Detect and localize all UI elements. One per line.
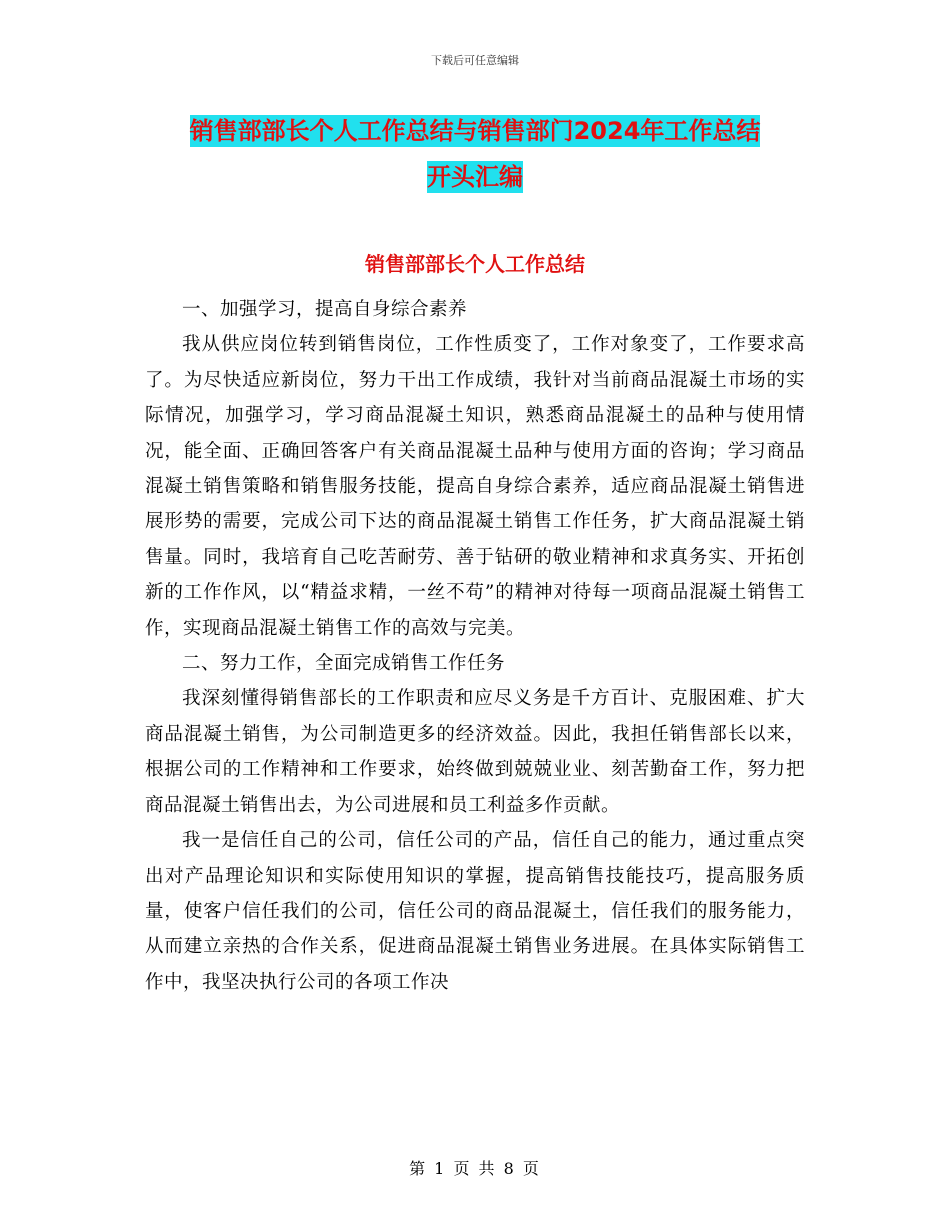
section-title: 销售部部长个人工作总结: [365, 252, 585, 276]
paragraph-1: 我从供应岗位转到销售岗位，工作性质变了，工作对象变了，工作要求高了。为尽快适应新岗位，努力干出工作成绩，我针对当前商品混凝土市场的实际情况，加强学习，学习商品混凝土知识，熟悉商品混凝土的品种与使用情况，能全面、正确回答客户有关商品混凝土品种与使用方面的咨询；学习商品混凝土销售策略和销售服务技能，提高自身综合素养，适应商品混凝土销售进展形势的需要，完成公司下达的商品混凝土销售工作任务，扩大商品混凝土销售量。同时，我培育自己吃苦耐劳、善于钻研的敬业精神和求真务实、开拓创新的工作作风，以“精益求精，一丝不苟”的精神对待每一项商品混凝土销售工作，实现商品混凝土销售工作的高效与完美。: [145, 334, 805, 639]
page-footer: 第 1 页 共 8 页: [409, 1159, 541, 1178]
document-title-line-2: 开头汇编: [427, 163, 523, 191]
heading-2: 二、努力工作，全面完成销售工作任务: [182, 653, 506, 675]
heading-1: 一、加强学习，提高自身综合素养: [182, 299, 468, 320]
document-title: [120, 108, 830, 200]
paragraph-3: 我一是信任自己的公司，信任公司的产品，信任自己的能力，通过重点突出对产品理论知识和实际使用知识的掌握，提高销售技能技巧，提高服务质量，使客户信任我们的公司，信任公司的商品混凝土，信任我们的服务能力，从而建立亲热的合作关系，促进商品混凝土销售业务进展。在具体实际销售工作中，我坚决执行公司的各项工作决: [145, 830, 805, 993]
document-title-line-1: 销售部部长个人工作总结与销售部门2024年工作总结: [189, 117, 761, 145]
header-note: 下载后可任意编辑: [431, 54, 519, 67]
document-body: [145, 292, 805, 1000]
paragraph-2: 我深刻懂得销售部长的工作职责和应尽义务是千方百计、克服困难、扩大商品混凝土销售，为公司制造更多的经济效益。因此，我担任销售部长以来，根据公司的工作精神和工作要求，始终做到兢兢业业、刻苦勤奋工作，努力把商品混凝土销售出去，为公司进展和员工利益多作贡献。: [145, 688, 805, 816]
